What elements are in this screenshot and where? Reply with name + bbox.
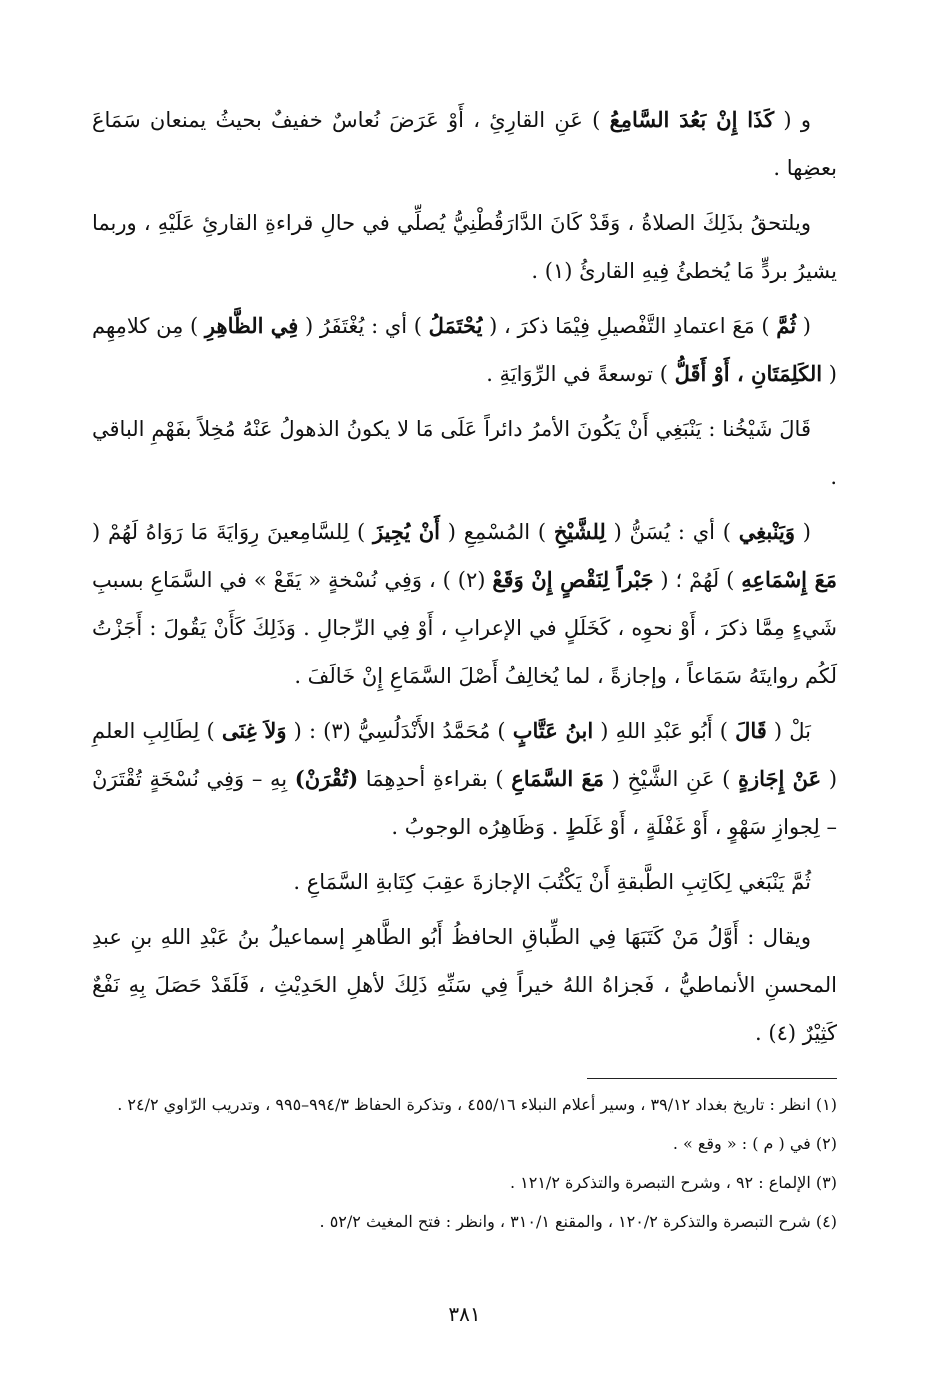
text-segment: ) مَعَ اعتمادِ التَّفْصيلِ فِيْمَا ذكرَ ، ( bbox=[482, 314, 777, 338]
text-segment: ) لِطَالِبِ العلمِ ( bbox=[92, 719, 838, 791]
text-segment: ) أَبُو عَبْدِ اللهِ ( bbox=[593, 719, 736, 743]
bold-text-segment: وَلاَ غِنَى bbox=[221, 718, 287, 743]
footnote: (٤) شرح التبصرة والتذكرة ١٢٠/٢ ، والمقنع ٣١٠/١ ، وانظر : فتح المغيث ٥٢/٢ . bbox=[319, 1212, 837, 1231]
text-segment: ) المُسْمِعِ ( bbox=[439, 520, 554, 544]
paragraph bbox=[92, 405, 837, 501]
text-segment: ) عَنِ القارِئِ ، أَوْ عَرَضَ نُعاسٌ خفيفٌ بحيثُ يمنعان سَمَاعَ بعضِها . bbox=[92, 108, 837, 180]
footnote: (١) انظر : تاريخ بغداد ٣٩/١٢ ، وسير أعلام النبلاء ٤٥٥/١٦ ، وتذكرة الحفاظ ٩٩٤/٣–٩٩٥ ، وتدريب الرّاوي ٢٤/٢ . bbox=[117, 1095, 837, 1114]
page-number: ٣٨١ bbox=[448, 1302, 481, 1326]
text-segment: ) توسعةً في الرِّوَايَةِ . bbox=[486, 362, 675, 386]
text-segment: (٢) ) ، وَفِي نُسْخةٍ « يَقَعْ » في السَّمَاعِ بسببِ شَيءٍ مِمَّا ذكرَ ، أَوْ نحوِه ، كَخَلَلٍ في الإعرابِ ، أَوْ فِي الرِّجالِ . وَذَلِكَ كَأَنْ يَقُولَ : أَجَزْتُ لَكُم روايتَهُ سَمَاعاً ، وإجازةً ، لما يُخالِفُ أَصْلَ السَّمَاعِ إِنْ خَالَفَ . bbox=[92, 568, 837, 688]
paragraph bbox=[92, 913, 837, 1057]
text-segment: ( bbox=[796, 314, 812, 338]
footnote: (٣) الإلماع : ٩٢ ، وشرح التبصرة والتذكرة ١٢١/٢ . bbox=[509, 1173, 837, 1192]
main-text bbox=[92, 96, 837, 1064]
bold-text-segment: كَذَا إِنْ بَعُدَ السَّامِعُ bbox=[609, 107, 775, 132]
text-segment: ) أي : يُغْتَفَرُ ( bbox=[298, 314, 429, 338]
paragraph bbox=[92, 199, 837, 295]
bold-text-segment: (تُقْرَنْ) bbox=[294, 766, 359, 791]
bold-text-segment: فِي الظَّاهِرِ bbox=[204, 313, 299, 338]
paragraph bbox=[92, 302, 837, 398]
text-segment: ) مِن كلامِهِم ( bbox=[92, 314, 837, 386]
bold-text-segment: ثُمَّ bbox=[776, 313, 797, 338]
text-segment: ويلتحقُ بذَلِكَ الصلاةُ ، وَقَدْ كَانَ الدَّارَقُطْنِيُّ يُصلِّي في حالِ قراءةِ القارئِ عَلَيْهِ ، وربما يشيرُ بردٍّ مَا يُخطئُ فِيهِ القارئُ (١) . bbox=[92, 211, 837, 283]
text-segment: بِهِ – وَفِي نُسْخَةٍ تُقْتَرَنْ – لِجوازِ سَهْوٍ ، أَوْ غَفْلَةٍ ، أَوْ غَلَطٍ . وَظَاهِرُه الوجوبُ . bbox=[92, 767, 837, 839]
bold-text-segment: وَيَنْبغِي bbox=[738, 519, 796, 544]
footnotes bbox=[92, 1090, 837, 1246]
text-segment: ) لَهُمْ ؛ ( bbox=[653, 568, 742, 592]
text-segment: ) مُحَمَّدُ الأَنْدَلُسِيُّ (٣) : ( bbox=[286, 719, 513, 743]
footnote-separator bbox=[587, 1078, 837, 1079]
bold-text-segment: ابنُ عَتَّابٍ bbox=[512, 718, 594, 743]
bold-text-segment: الكَلِمَتَانِ ، أَوْ أَقَلُّ bbox=[674, 361, 823, 386]
paragraph bbox=[92, 707, 837, 851]
bold-text-segment: مَعَ إِسْمَاعِهِ bbox=[741, 567, 837, 592]
bold-text-segment: جَبْراً لِنَقْصٍ إِنْ وَقَعْ bbox=[492, 567, 654, 592]
bold-text-segment: مَعَ السَّمَاعِ bbox=[511, 766, 604, 791]
bold-text-segment: يُحْتَمَلُ bbox=[428, 313, 483, 338]
text-segment: بَلْ ( bbox=[766, 719, 811, 743]
bold-text-segment: لِلشَّيْخِ bbox=[553, 519, 606, 544]
text-segment: ) بقراءةِ أحدِهِمَا bbox=[358, 767, 512, 791]
text-segment: ( bbox=[795, 520, 811, 544]
bold-text-segment: عَنْ إِجَازةٍ bbox=[738, 766, 822, 791]
text-segment: ويقال : أَوَّلُ مَنْ كَتَبَهَا فِي الطِّباقِ الحافظُ أَبُو الطَّاهرِ إسماعيلُ بنُ عَبْدِ اللهِ بنِ عبدِ المحسنِ الأنماطيُّ ، فَجزاهُ اللهُ خيراً فِي سَنِّهِ ذَلِكَ لأهلِ الحَدِيْثِ ، فَلَقَدْ حَصَلَ بِهِ نَفْعٌ كَثِيْرٌ (٤) . bbox=[92, 925, 837, 1045]
paragraph bbox=[92, 96, 837, 192]
text-segment: و ( bbox=[774, 108, 811, 132]
text-segment: ) لِلسَّامِعينَ رِوَايَةَ مَا رَوَاهُ لَهُمْ ( bbox=[92, 520, 373, 544]
text-segment: قَالَ شَيْخُنا : يَنْبَغِي أَنْ يَكُونَ الأمرُ دائراً عَلَى مَا لا يكونُ الذهولُ عَنْهُ مُخِلاً بفَهْمِ الباقي . bbox=[92, 417, 837, 489]
bold-text-segment: أَنْ يُجِيزَ bbox=[372, 519, 440, 544]
text-segment: ثُمَّ يَنْبَغي لِكَاتِبِ الطَّبقةِ أَنْ يَكْتُبَ الإجازةَ عقِبَ كِتَابةِ السَّمَاعِ . bbox=[293, 870, 811, 894]
footnote: (٢) في ( م ) : « وقع » . bbox=[672, 1134, 837, 1153]
text-segment: ) عَنِ الشَّيْخِ ( bbox=[603, 767, 738, 791]
paragraph bbox=[92, 508, 837, 700]
paragraph bbox=[92, 858, 837, 906]
text-segment: ) أي : يُسَنُّ ( bbox=[605, 520, 739, 544]
bold-text-segment: قَالَ bbox=[735, 718, 767, 743]
